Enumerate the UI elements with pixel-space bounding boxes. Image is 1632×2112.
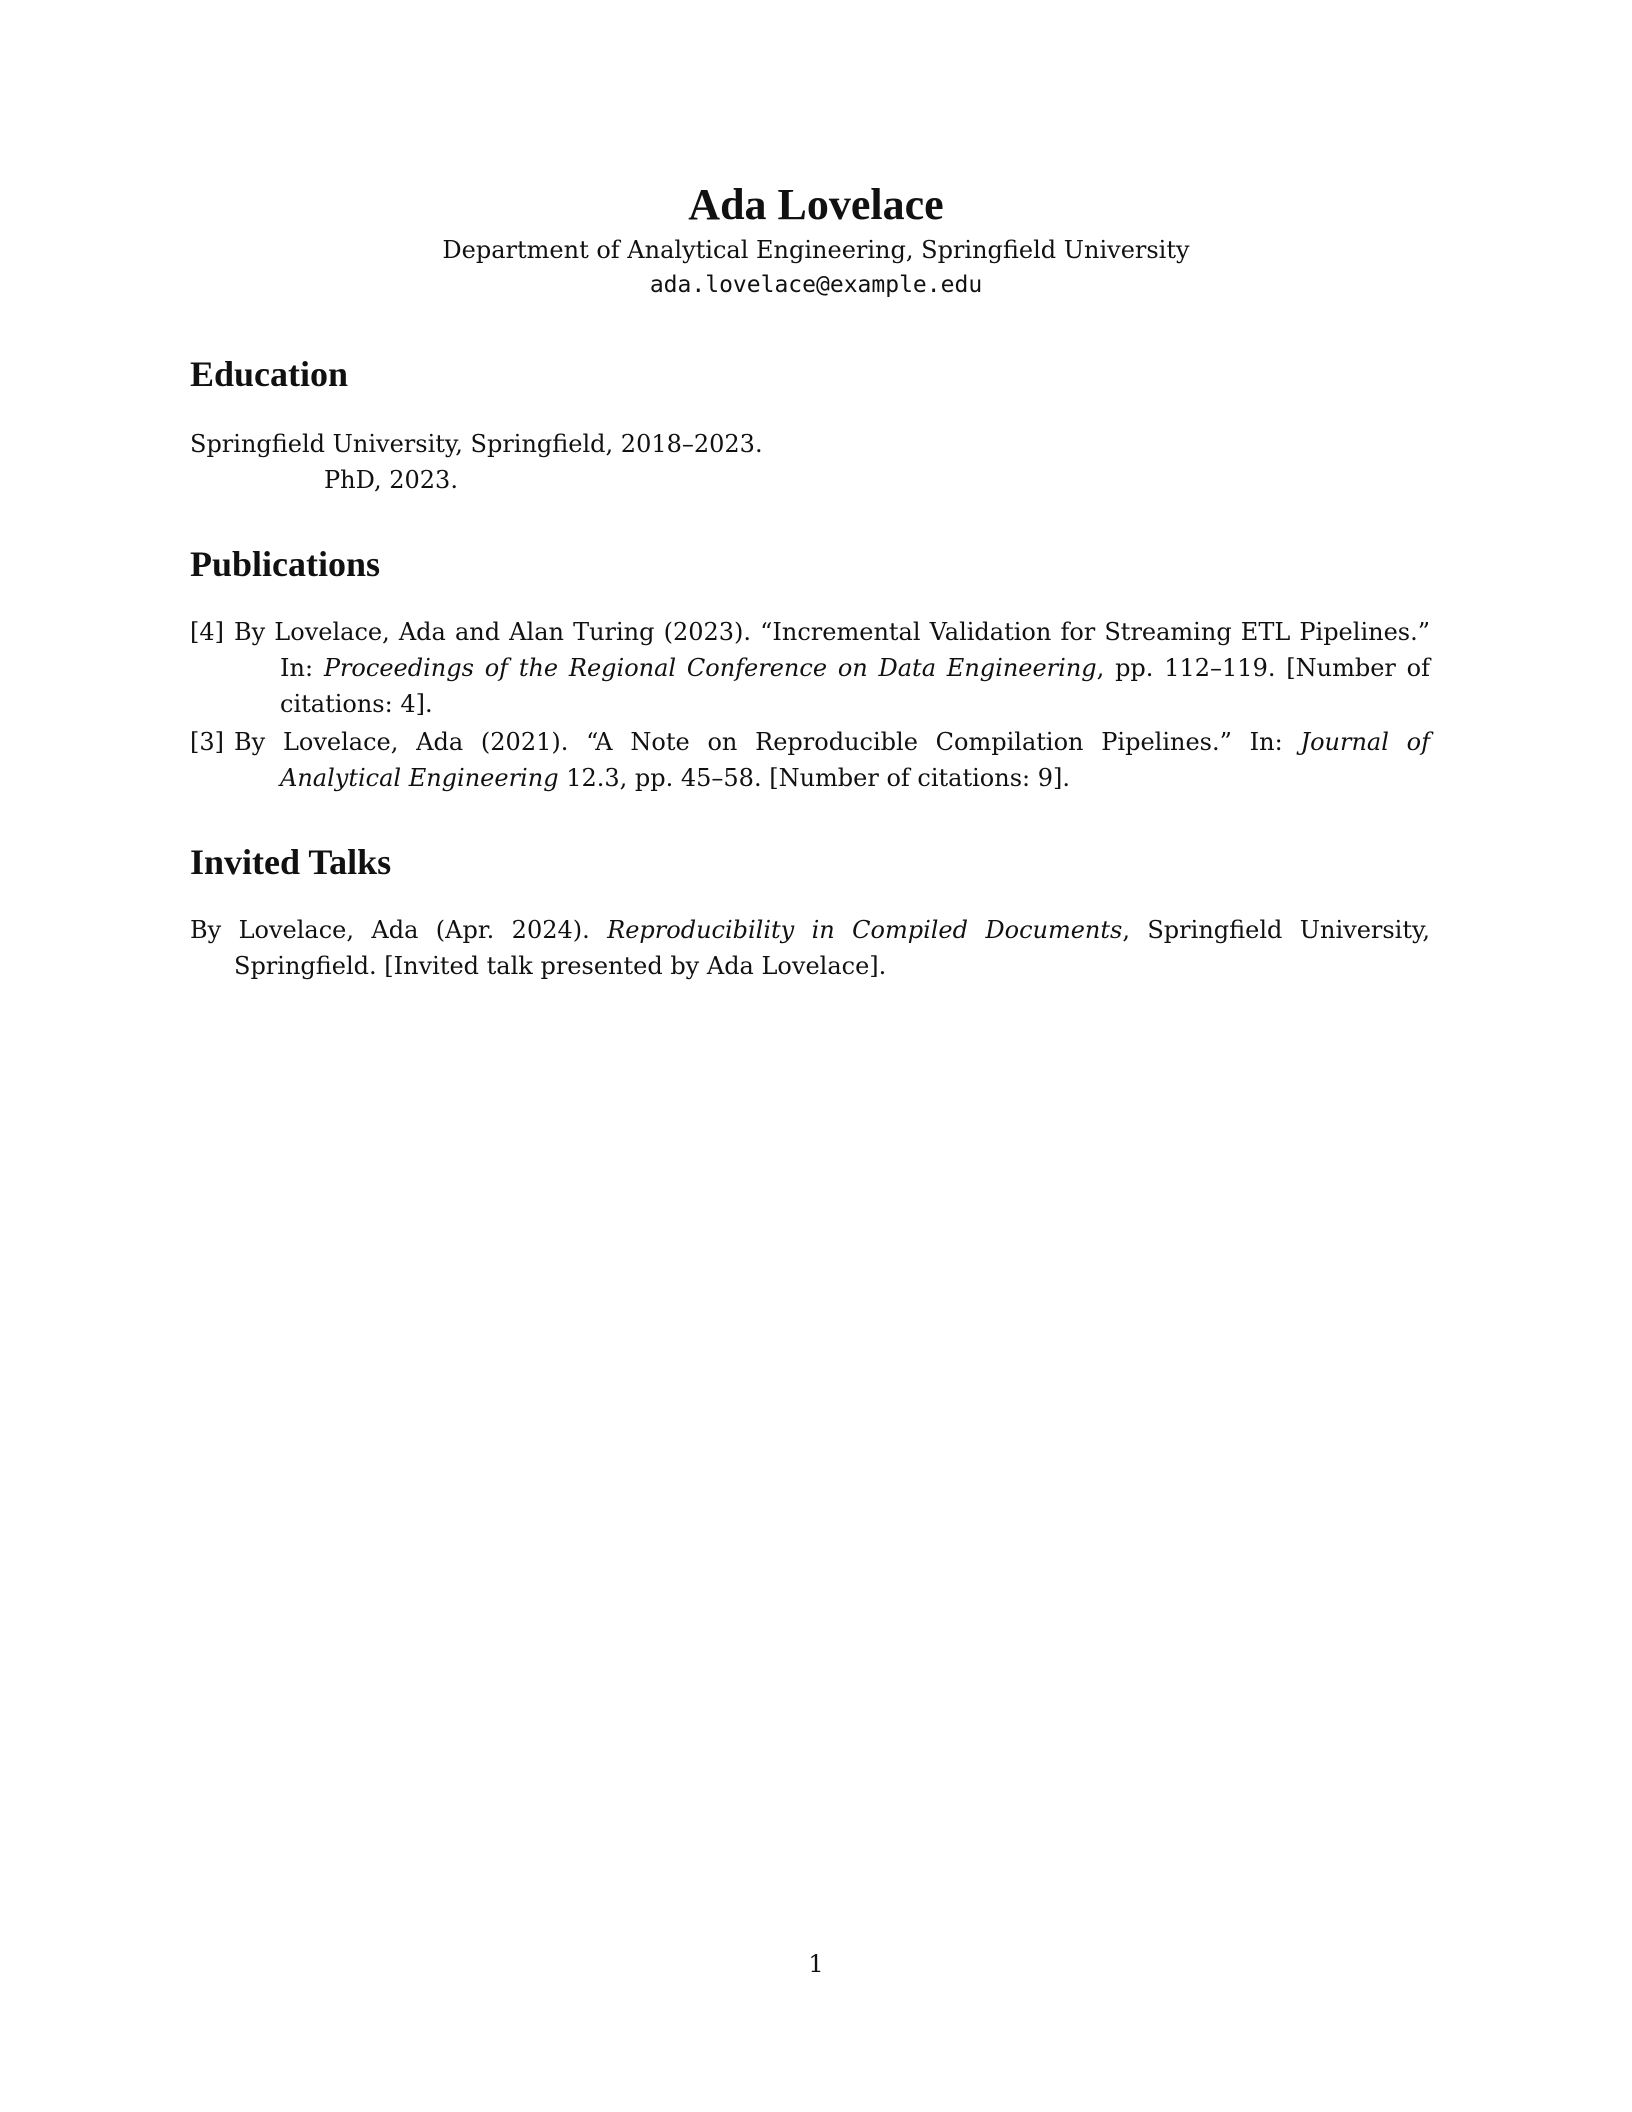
publication-venue: Journal of Analytical Engineering — [280, 728, 1430, 792]
publication-item — [190, 724, 1430, 796]
publication-item — [190, 614, 1430, 722]
publication-number: [3] — [190, 728, 224, 756]
talk-title: Reproducibility in Compiled Documents — [607, 916, 1123, 944]
publication-text: By Lovelace, Ada (2021). “A Note on Reproducible Compilation Pipelines.” In: — [234, 728, 1301, 756]
section-title-publications: Publications — [190, 544, 381, 584]
talk-entry — [190, 912, 1430, 984]
publication-venue: Proceedings of the Regional Conference on Data Engineering — [323, 654, 1097, 682]
section-title-invited-talks: Invited Talks — [190, 842, 392, 882]
section-title-education: Education — [190, 354, 349, 394]
publication-details: 12.3, pp. 45–58. [Number of citations: 9]. — [558, 764, 1071, 792]
author-name: Ada Lovelace — [688, 180, 944, 229]
talk-details: , Springfield University, Springfield. [Invited talk presented by Ada Lovelace]. — [234, 916, 1430, 980]
cv-header — [0, 178, 1632, 302]
education-degree: PhD, 2023. — [324, 466, 458, 494]
publication-number: [4] — [190, 618, 224, 646]
publication-text: By Lovelace, Ada and Alan Turing (2023). “Incremental Validation for Streaming ETL Pipelines.” In: — [234, 618, 1430, 682]
page-number: 1 — [808, 1950, 824, 1978]
education-entry: Springfield University, Springfield, 2018–2023. — [190, 430, 763, 458]
author-affiliation: Department of Analytical Engineering, Springfield University — [442, 236, 1190, 264]
author-email: ada.lovelace@example.edu — [649, 272, 983, 298]
talk-text: By Lovelace, Ada (Apr. 2024). — [190, 916, 608, 944]
publication-details: , pp. 112–119. [Number of citations: 4]. — [280, 654, 1430, 718]
publication-list — [190, 614, 1430, 798]
